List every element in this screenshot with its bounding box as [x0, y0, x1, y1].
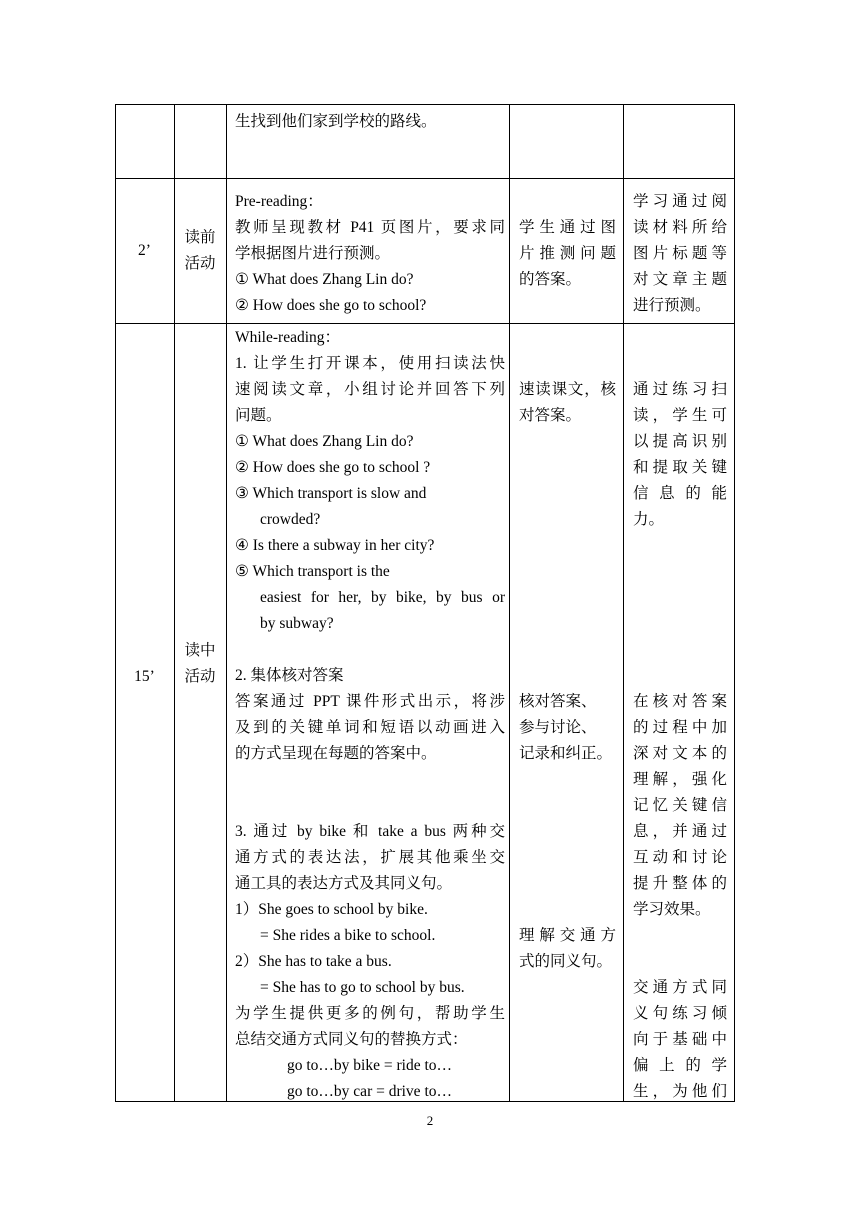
text-line: 的过程中加 — [633, 719, 727, 736]
text-line: 式的同义句。 — [519, 953, 613, 970]
purpose-cell — [633, 189, 727, 319]
teacher-activity-cell — [235, 325, 505, 1105]
text-line: 学习通过阅 — [633, 193, 727, 210]
text-line: While-reading： — [235, 329, 341, 346]
row-divider — [115, 178, 735, 179]
text-line: 教师呈现教材 P41 页图片，要求同 — [235, 219, 505, 236]
text-line: 通工具的表达方式及其同义句。 — [235, 875, 453, 892]
text-line: 进行预测。 — [633, 297, 711, 314]
text-line: 通方式的表达法，扩展其他乘坐交 — [235, 849, 505, 866]
blank-line — [235, 637, 505, 663]
stage-label: 活动 — [184, 255, 216, 272]
text-line: Pre-reading： — [235, 193, 323, 210]
text-line: ② How does she go to school? — [235, 297, 427, 314]
page-number: 2 — [426, 1113, 434, 1128]
text-line: 交通方式同 — [633, 979, 727, 996]
formula-line: go to…by car = drive to… — [287, 1083, 452, 1100]
text-line: 在核对答案 — [633, 693, 727, 710]
text-line: 核对答案、 — [519, 693, 597, 710]
student-activity-cell — [519, 215, 616, 293]
purpose-cell — [633, 689, 727, 923]
text-line: 生，为他们 — [633, 1083, 727, 1100]
column-divider — [509, 104, 510, 1102]
question-line: crowded? — [260, 511, 321, 528]
text-line: 2. 集体核对答案 — [235, 667, 344, 684]
text-line: 对文章主题 — [633, 271, 727, 288]
stage-cell — [174, 638, 226, 690]
text-line: 1. 让学生打开课本，使用扫读法快 — [235, 355, 505, 372]
stage-label: 活动 — [184, 668, 216, 685]
text-line: 学习效果。 — [633, 901, 711, 918]
example-line: 2）She has to take a bus. — [235, 953, 392, 970]
time-cell — [115, 664, 174, 690]
text-line: 参与讨论、 — [519, 719, 597, 736]
text-line: 记录和纠正。 — [519, 745, 613, 762]
text-line: 及到的关键单词和短语以动画进入 — [235, 719, 505, 736]
question-line: easiest for her, by bike, by bus or — [260, 589, 505, 606]
text-line: 理解交通方 — [519, 927, 616, 944]
text-line: 和提取关键 — [633, 459, 727, 476]
text-line: 总结交通方式同义句的替换方式： — [235, 1031, 468, 1048]
text-line: 速阅读文章，小组讨论并回答下列 — [235, 381, 505, 398]
text-line: 片推测问题 — [519, 245, 616, 262]
text-line: 信息的能 — [633, 485, 727, 502]
text-line: 的方式呈现在每题的答案中。 — [235, 745, 437, 762]
stage-cell — [174, 225, 226, 277]
stage-label: 读前 — [184, 229, 216, 246]
table-border-right — [734, 104, 735, 1102]
time-value: 15’ — [134, 668, 155, 685]
example-line: 1）She goes to school by bike. — [235, 901, 428, 918]
example-line: = She has to go to school by bus. — [260, 979, 465, 996]
question-line: ④ Is there a subway in her city? — [235, 537, 435, 554]
text-line: 为学生提供更多的例句，帮助学生 — [235, 1005, 505, 1022]
text-line: 息，并通过 — [633, 823, 727, 840]
column-divider — [226, 104, 227, 1102]
text-line: ① What does Zhang Lin do? — [235, 271, 414, 288]
text-line: 学根据图片进行预测。 — [235, 245, 391, 262]
stage-label: 读中 — [184, 642, 216, 659]
text-line: 互动和讨论 — [633, 849, 727, 866]
text-line: 偏上的学 — [633, 1057, 727, 1074]
text-line: 图片标题等 — [633, 245, 727, 262]
text-line: 生找到他们家到学校的路线。 — [235, 113, 437, 130]
purpose-cell — [633, 975, 727, 1105]
text-line: 深对文本的 — [633, 745, 727, 762]
text-line: 义句练习倾 — [633, 1005, 727, 1022]
question-line: ③ Which transport is slow and — [235, 485, 427, 502]
blank-line — [235, 793, 505, 819]
text-line: 力。 — [633, 511, 665, 528]
example-line: = She rides a bike to school. — [260, 927, 436, 944]
student-activity-cell — [519, 689, 616, 767]
text-line: 3. 通过 by bike 和 take a bus 两种交 — [235, 823, 505, 840]
text-line: 答案通过 PPT 课件形式出示，将涉 — [235, 693, 505, 710]
lesson-plan-table — [115, 104, 735, 1102]
formula-line: go to…by bike = ride to… — [287, 1057, 453, 1074]
question-line: by subway? — [260, 615, 334, 632]
table-border-top — [115, 104, 735, 105]
row-divider — [115, 323, 735, 324]
student-activity-cell — [519, 377, 616, 429]
text-line: 的答案。 — [519, 271, 582, 288]
text-line: 记忆关键信 — [633, 797, 727, 814]
text-line: 对答案。 — [519, 407, 582, 424]
blank-line — [235, 767, 505, 793]
text-line: 读，学生可 — [633, 407, 727, 424]
question-line: ② How does she go to school ? — [235, 459, 431, 476]
teacher-activity-cell — [235, 189, 505, 319]
text-line: 速读课文，核 — [519, 381, 616, 398]
text-line: 提升整体的 — [633, 875, 727, 892]
teacher-activity-cell — [235, 109, 505, 135]
purpose-cell — [633, 377, 727, 533]
text-line: 问题。 — [235, 407, 282, 424]
text-line: 向于基础中 — [633, 1031, 727, 1048]
time-cell — [115, 238, 174, 264]
text-line: 通过练习扫 — [633, 381, 727, 398]
student-activity-cell — [519, 923, 616, 975]
text-line: 读材料所给 — [633, 219, 727, 236]
question-line: ① What does Zhang Lin do? — [235, 433, 414, 450]
column-divider — [623, 104, 624, 1102]
time-value: 2’ — [138, 242, 151, 259]
text-line: 以提高识别 — [633, 433, 727, 450]
question-line: ⑤ Which transport is the — [235, 563, 390, 580]
text-line: 学生通过图 — [519, 219, 616, 236]
text-line: 理解，强化 — [633, 771, 727, 788]
